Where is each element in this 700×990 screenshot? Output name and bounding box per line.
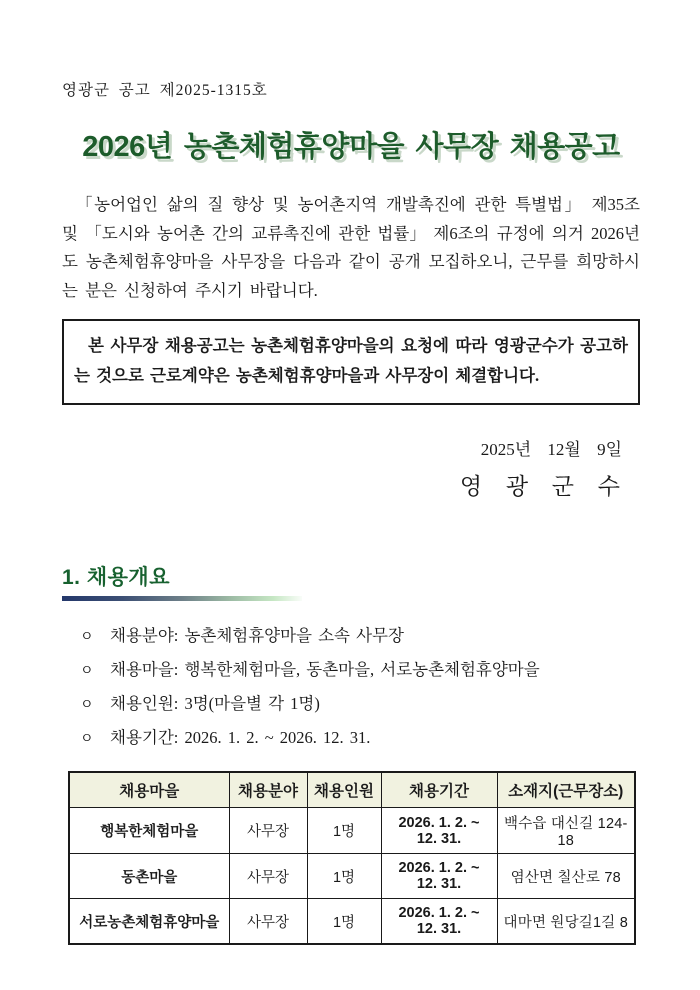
notice-box: 본 사무장 채용공고는 농촌체험휴양마을의 요청에 따라 영광군수가 공고하는 것으로 근로계약은 농촌체험휴양마을과 사무장이 체결합니다. xyxy=(62,319,640,405)
cell-field: 사무장 xyxy=(229,854,307,899)
section-heading: 1. 채용개요 xyxy=(62,566,170,589)
list-item xyxy=(80,653,640,687)
announcement-date: 2025년 12월 9일 xyxy=(480,440,622,459)
document-title: 2026년 농촌체험휴양마을 사무장 채용공고 xyxy=(82,131,620,163)
table-header-row xyxy=(69,772,635,808)
bullet-text: 채용마을: 행복한체험마을, 동촌마을, 서로농촌체험휴양마을 xyxy=(110,660,540,679)
cell-field: 사무장 xyxy=(229,808,307,854)
recruitment-table xyxy=(68,771,636,945)
table-row xyxy=(69,808,635,854)
column-header-field: 채용분야 xyxy=(229,772,307,808)
table-row xyxy=(69,854,635,899)
bullet-text: 채용기간: 2026. 1. 2. ~ 2026. 12. 31. xyxy=(110,728,371,747)
intro-paragraph: 「농어업인 삶의 질 향상 및 농어촌지역 개발촉진에 관한 특별법」 제35조 및 「도시와 농어촌 간의 교류촉진에 관한 법률」 제6조의 규정에 의거 2026년도 농촌체험휴양마을 사무장을 다음과 같이 공개 모집하오니, 근무를 희망하시는 분은 신청하여 주시기 바랍니다. xyxy=(62,195,640,300)
period-line-2: 12. 31. xyxy=(416,921,462,937)
column-header-location: 소재지(근무장소) xyxy=(497,772,635,808)
column-header-village: 채용마을 xyxy=(69,772,229,808)
section-underline-bar xyxy=(62,596,302,601)
cell-count: 1명 xyxy=(307,899,381,945)
table-row xyxy=(69,899,635,945)
period-line-1: 2026. 1. 2. ~ xyxy=(398,860,480,876)
cell-period xyxy=(381,808,497,854)
cell-count: 1명 xyxy=(307,808,381,854)
column-header-count: 채용인원 xyxy=(307,772,381,808)
section-recruit-overview xyxy=(62,561,640,945)
period-line-1: 2026. 1. 2. ~ xyxy=(398,905,480,921)
period-line-2: 12. 31. xyxy=(416,876,462,892)
list-item xyxy=(80,721,640,755)
notice-number: 영광군 공고 제2025-1315호 xyxy=(62,82,268,99)
period-line-2: 12. 31. xyxy=(416,830,462,847)
overview-bullet-list xyxy=(62,619,640,755)
list-item xyxy=(80,687,640,721)
bullet-marker-icon: ㅇ xyxy=(80,730,94,746)
bullet-marker-icon: ㅇ xyxy=(80,696,94,712)
cell-location: 대마면 원당길1길 8 xyxy=(497,899,635,945)
bullet-text: 채용분야: 농촌체험휴양마을 소속 사무장 xyxy=(110,626,404,645)
cell-period xyxy=(381,854,497,899)
column-header-period: 채용기간 xyxy=(381,772,497,808)
bullet-text: 채용인원: 3명(마을별 각 1명) xyxy=(110,694,320,713)
cell-village: 서로농촌체험휴양마을 xyxy=(69,899,229,945)
list-item xyxy=(80,619,640,653)
cell-period xyxy=(381,899,497,945)
issuer-signature: 영 광 군 수 xyxy=(459,474,626,499)
cell-location: 백수읍 대신길 124-18 xyxy=(497,808,635,854)
bullet-marker-icon: ㅇ xyxy=(80,628,94,644)
cell-village: 동촌마을 xyxy=(69,854,229,899)
cell-village: 행복한체험마을 xyxy=(69,808,229,854)
period-line-1: 2026. 1. 2. ~ xyxy=(398,814,480,831)
bullet-marker-icon: ㅇ xyxy=(80,662,94,678)
cell-count: 1명 xyxy=(307,854,381,899)
cell-field: 사무장 xyxy=(229,899,307,945)
cell-location: 염산면 칠산로 78 xyxy=(497,854,635,899)
